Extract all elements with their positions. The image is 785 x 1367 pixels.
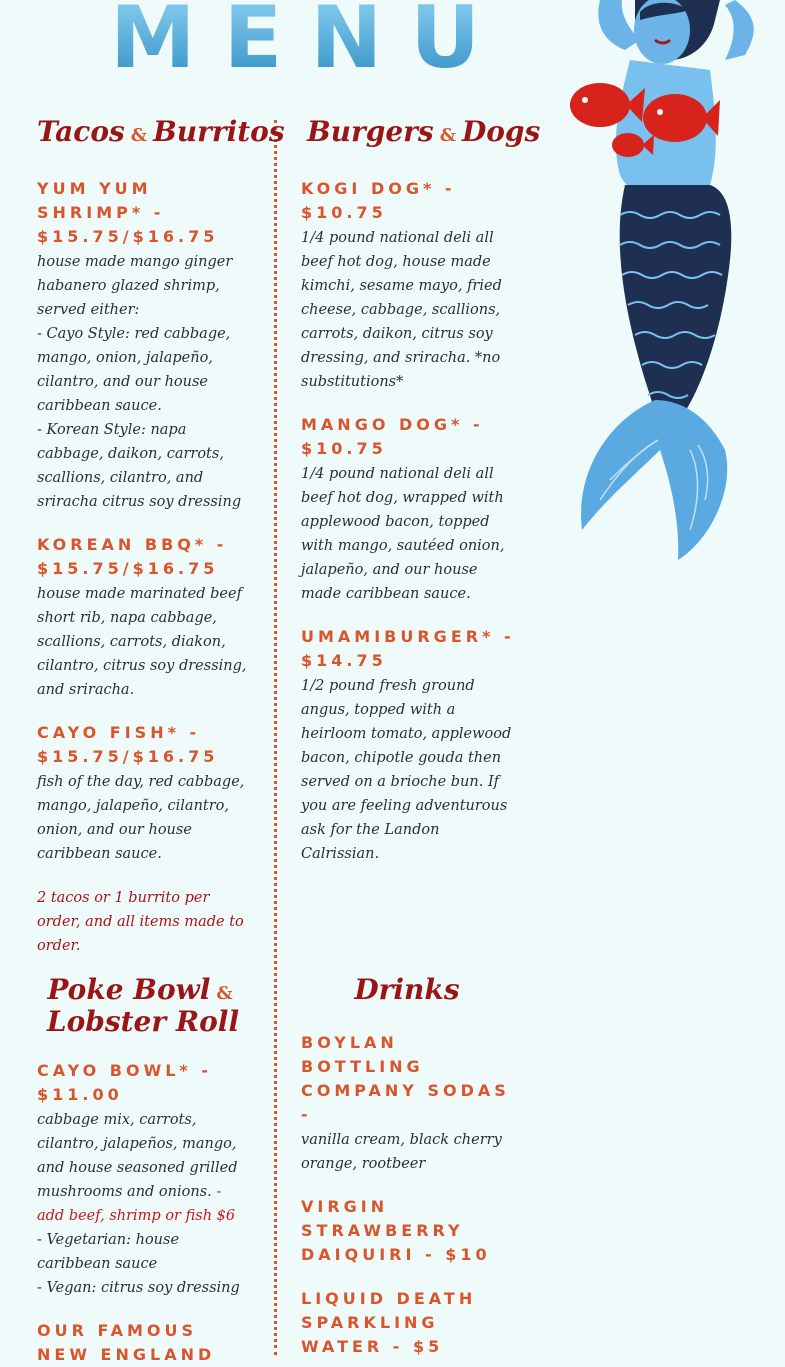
menu-item-description: 1/4 pound national deli all beef hot dog, house made kimchi, sesame mayo, fried cheese, cabbage, scallions, carrots, daikon, citrus soy dressing, and sriracha. *no substitutions* (301, 230, 502, 390)
menu-item-name: VIRGIN STRAWBERRY DAIQUIRI - $10 (301, 1197, 491, 1264)
section-title-drinks: Drinks (354, 973, 460, 1006)
menu-item-description: house made marinated beef short rib, napa cabbage, scallions, carrots, diakon, cilantro, citrus soy dressing, and sriracha. (37, 586, 247, 698)
menu-item-name: MANGO DOG* - $10.75 (301, 415, 484, 458)
menu-item-description: vanilla cream, black cherry orange, rootbeer (301, 1132, 502, 1172)
menu-item-description: cabbage mix, carrots, cilantro, jalapeños, mango, and house seasoned grilled mushrooms and onions. - add beef, shrimp or fish $6 - Vegetarian: house caribbean sauce - Vegan: citrus soy dressing (37, 1112, 240, 1296)
menu-item-name: CAYO FISH* - $15.75/$16.75 (37, 723, 219, 766)
menu-item-name: CAYO BOWL* - $11.00 (37, 1061, 212, 1104)
menu-item-name: BOYLAN BOTTLING COMPANY SODAS - (301, 1033, 510, 1124)
dotted-divider (274, 120, 277, 1355)
menu-item-name: YUM YUM SHRIMP* - $15.75/$16.75 (37, 179, 219, 246)
section-title-tacos: Tacos & Burritos (37, 115, 285, 148)
menu-item-name: UMAMIBURGER* - $14.75 (301, 627, 515, 670)
menu-item-name: OUR FAMOUS NEW ENGLAND (37, 1321, 216, 1364)
menu-item-description: 1/2 pound fresh ground angus, topped with a heirloom tomato, applewood bacon, chipotle gouda then served on a brioche bun. If you are feeling adventurous ask for the Landon Calrissian. (301, 678, 512, 862)
mermaid-illustration (560, 0, 770, 565)
menu-item-description: fish of the day, red cabbage, mango, jalapeño, cilantro, onion, and our house caribbean sauce. (37, 774, 245, 862)
menu-item-description: house made mango ginger habanero glazed shrimp, served either: - Cayo Style: red cabbage, mango, onion, jalapeño, cilantro, and our house caribbean sauce. - Korean Style: napa cabbage, daikon, carrots, scallions, cilantro, and sriracha citrus soy dressing (37, 254, 242, 510)
menu-item-description: 1/4 pound national deli all beef hot dog, wrapped with applewood bacon, topped with mango, sautéed onion, jalapeño, and our house made caribbean sauce. (301, 466, 505, 602)
menu-item-name: KOGI DOG* - $10.75 (301, 179, 456, 222)
menu-title: MENU (110, 0, 508, 88)
menu-item-name: LIQUID DEATH SPARKLING WATER - $5 (301, 1289, 477, 1356)
section-title-poke: Poke Bowl & Lobster Roll (46, 973, 240, 1038)
menu-item-name: KOREAN BBQ* - $15.75/$16.75 (37, 535, 228, 578)
section-title-burgers: Burgers & Dogs (307, 115, 541, 148)
tacos-note: 2 tacos or 1 burrito per order, and all items made to order. (37, 890, 244, 954)
